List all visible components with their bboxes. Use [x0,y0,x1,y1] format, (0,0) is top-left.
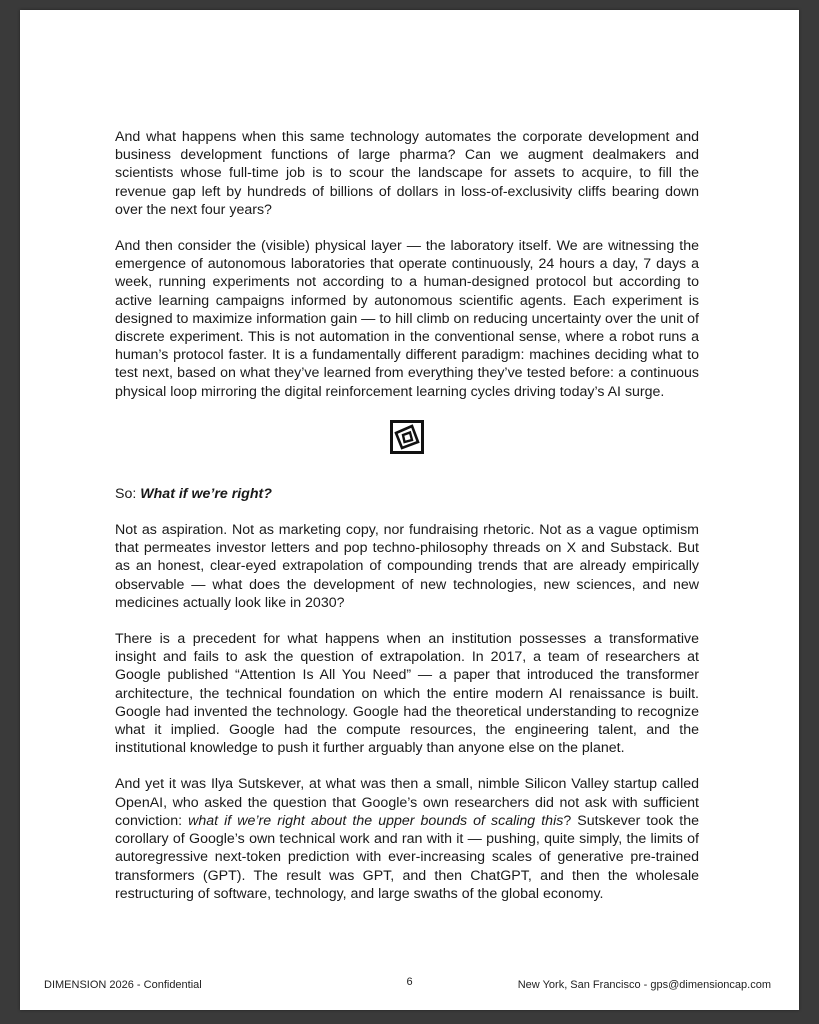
paragraph-not-as-aspiration: Not as aspiration. Not as marketing copy, nor fundraising rhetoric. Not as a vague optimism that permeates investor letters and pop techno-philosophy threads on X and Substack. But as an honest, clear-eyed extrapolation of compounding trends that are already empirically observable — what does the development of new technologies, new sciences, and new medicines actually look like in 2030? [115,522,699,611]
document-page [20,10,799,1010]
paragraph-autonomous-laboratories: And then consider the (visible) physical layer — the laboratory itself. We are witnessing the emergence of autonomous laboratories that operate continuously, 24 hours a day, 7 days a week, running experiments not according to a human-designed protocol but according to active learning campaigns informed by autonomous scientific agents. Each experiment is designed to maximize information gain — to hill climb on reducing uncertainty over the unit of discrete experiment. This is not automation in the conventional sense, where a robot runs a human’s protocol faster. It is a fundamentally different paradigm: machines deciding what to test next, based on what they’ve learned from everything they’ve tested before: a continuous physical loop mirroring the digital reinforcement learning cycles driving today’s AI surge. [115,238,699,400]
section-question [115,485,699,503]
page-number: 6 [406,976,413,988]
square-spiral-logo-icon [390,420,424,454]
paragraph-sutskever [115,775,699,902]
paragraph-sutskever-part1: And yet it was Ilya Sutskever, at what was then a small, nimble Silicon Valley startup called OpenAI, who asked the question that Google’s own researchers did not ask with sufficient conviction: [115,776,699,829]
section-divider [115,420,699,454]
page-body [115,128,699,921]
paragraph-sutskever-italic: what if we’re right about the upper bounds of scaling this [188,812,564,829]
footer-confidential: DIMENSION 2026 - Confidential [44,979,202,991]
question-title: What if we’re right? [140,485,272,502]
paragraph-precedent: There is a precedent for what happens when an institution possesses a transformative insight and fails to ask the question of extrapolation. In 2017, a team of researchers at Google published “Attention Is All You Need” — a paper that introduced the transformer architecture, the technical foundation on which the entire modern AI renaissance is built. Google had invented the technology. Google had the theoretical understanding to recognize what it implied. Google had the compute resources, the engineering talent, and the institutional knowledge to push it further arguably than anyone else on the planet. [115,631,699,757]
question-prefix: So: [115,485,141,502]
footer-contact: New York, San Francisco - gps@dimensioncap.com [517,979,771,991]
paragraph-corporate-development: And what happens when this same technology automates the corporate development and business development functions of large pharma? Can we augment dealmakers and scientists whose full-time job is to scour the landscape for assets to acquire, to fill the revenue gap left by hundreds of billions of dollars in loss-of-exclusivity cliffs bearing down over the next four years? [115,129,699,218]
paragraph-sutskever-part2: ? Sutskever took the corollary of Google’s own technical work and ran with it — pushing, quite simply, the limits of autoregressive next-token prediction with ever-increasing scales of generative pre-trained transformers (GPT). The result was GPT, and then ChatGPT, and then the wholesale restructuring of software, technology, and large swaths of the global economy. [115,812,699,902]
